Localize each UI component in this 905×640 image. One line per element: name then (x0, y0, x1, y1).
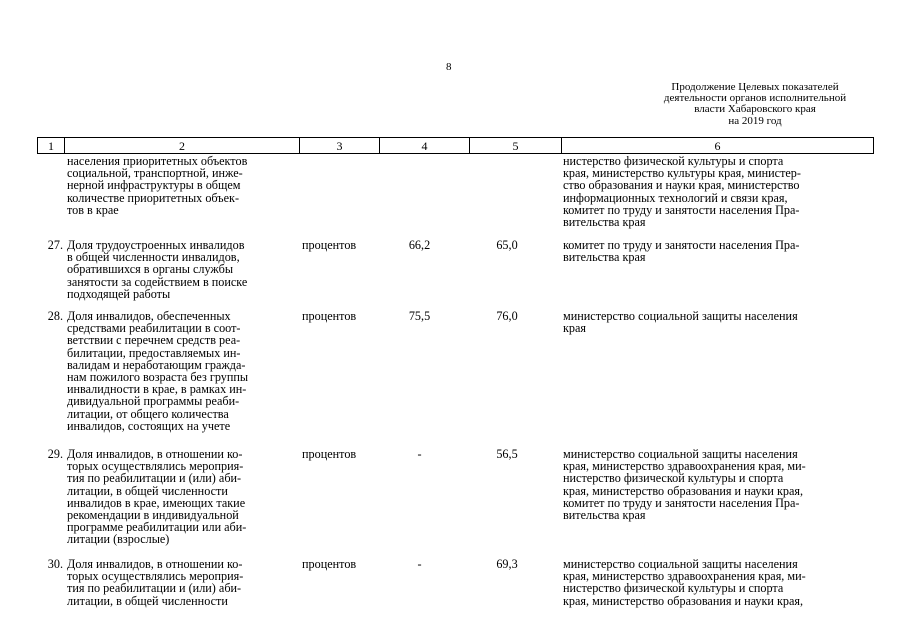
responsible-line: края (563, 321, 587, 336)
indicator-name-line: билитации, предоставляемых ин- (67, 345, 241, 360)
indicator-name-line: литации, в общей численности (67, 483, 228, 498)
indicator-name-line: нерной инфраструктуры в общем (67, 178, 241, 193)
indicator-name-line: ветствии с перечнем средств реа- (67, 333, 241, 348)
column-header-3: 3 (300, 138, 380, 154)
indicator-name-line: литации, в общей численности (67, 593, 228, 608)
responsible-line: нистерство физической культуры и спорта (563, 154, 784, 168)
value-previous: 66,2 (408, 238, 431, 252)
header-line: деятельности органов исполнительной (663, 92, 847, 105)
column-header-4: 4 (380, 138, 470, 154)
responsible-line: края, министерство образования и науки края, (563, 483, 804, 498)
responsible-line: края, министерство культуры края, министер- (563, 166, 801, 181)
indicator-name-line: рекомендации в индивидуальной (67, 508, 239, 523)
indicator-name-line: населения приоритетных объектов (67, 154, 248, 168)
row-number: 28. (47, 309, 63, 323)
responsible-line: вительства края (563, 215, 646, 230)
indicator-name-line: тия по реабилитации и (или) аби- (67, 581, 242, 596)
indicator-name (67, 239, 295, 300)
responsible-line: министерство социальной защиты населения (563, 447, 798, 461)
column-header-6: 6 (562, 138, 874, 154)
indicator-name-line: тов в крае (67, 202, 119, 217)
responsible-bodies (563, 310, 873, 334)
value-previous: - (417, 557, 422, 571)
value-target: 56,5 (496, 447, 518, 461)
responsible-line: края, министерство здравоохранения края, ми- (563, 459, 806, 474)
unit-of-measure: процентов (302, 238, 357, 252)
unit-of-measure: процентов (302, 309, 357, 323)
responsible-line: ство образования и науки края, министерство (563, 178, 800, 193)
responsible-bodies (563, 558, 873, 607)
header-line: Продолжение Целевых показателей (671, 81, 839, 93)
column-number-header (37, 137, 874, 154)
responsible-line: информационных технологий и связи края, (563, 190, 788, 205)
row-number: 27. (47, 238, 63, 252)
indicator-name-line: торых осуществлялись мероприя- (67, 569, 244, 584)
page-number: 8 (446, 61, 452, 73)
header-line: на 2019 год (728, 114, 782, 127)
header-line: власти Хабаровского края (694, 103, 816, 116)
responsible-line: министерство социальной защиты населения (563, 309, 798, 323)
indicator-name-line: литации (взрослые) (67, 532, 170, 547)
responsible-line: вительства края (563, 508, 646, 523)
indicator-name-line: литации, от общего количества (67, 406, 229, 421)
indicator-name-line: Доля инвалидов, в отношении ко- (67, 557, 243, 571)
indicator-name-line: Доля инвалидов, в отношении ко- (67, 447, 243, 461)
responsible-bodies (563, 239, 873, 263)
indicator-name-line: подходящей работы (67, 286, 171, 301)
indicator-name (67, 310, 295, 432)
responsible-line: комитет по труду и занятости населения Пра- (563, 202, 800, 217)
indicator-name-line: социальной, транспортной, инже- (67, 166, 243, 181)
indicator-name-line: количестве приоритетных объек- (67, 190, 239, 205)
value-target: 69,3 (496, 557, 518, 571)
responsible-line: комитет по труду и занятости населения Пра- (563, 495, 800, 510)
indicator-name-line: Доля инвалидов, обеспеченных (67, 309, 231, 323)
responsible-line: вительства края (563, 250, 646, 265)
indicator-name (67, 448, 295, 546)
indicator-name-line: торых осуществлялись мероприя- (67, 459, 244, 474)
indicator-name-line: инвалидов в крае, имеющих такие (67, 495, 246, 510)
indicator-name-line: дивидуальной программы реаби- (67, 394, 240, 409)
responsible-line: нистерство физической культуры и спорта (563, 581, 784, 596)
column-header-5: 5 (470, 138, 562, 154)
indicator-name-line: Доля трудоустроенных инвалидов (67, 238, 245, 252)
indicator-name-line: средствами реабилитации в соот- (67, 321, 241, 336)
indicator-name-line: тия по реабилитации и (или) аби- (67, 471, 242, 486)
responsible-bodies (563, 448, 873, 521)
value-target: 65,0 (496, 238, 518, 252)
responsible-line: нистерство физической культуры и спорта (563, 471, 784, 486)
unit-of-measure: процентов (302, 447, 357, 461)
responsible-line: края, министерство образования и науки края, (563, 593, 804, 608)
indicator-name-line: валидам и неработающим гражда- (67, 357, 246, 372)
responsible-bodies (563, 155, 873, 228)
document-header (600, 82, 905, 127)
value-target: 76,0 (496, 309, 518, 323)
indicator-name-line: обратившихся в органы службы (67, 262, 234, 277)
indicator-name-line: программе реабилитации или аби- (67, 520, 247, 535)
responsible-line: министерство социальной защиты населения (563, 557, 798, 571)
column-header-2: 2 (65, 138, 300, 154)
row-number: 29. (47, 447, 63, 461)
indicator-name (67, 155, 295, 216)
value-previous: - (417, 447, 422, 461)
indicator-name (67, 558, 295, 607)
indicator-name-line: нам пожилого возраста без группы (67, 370, 249, 385)
column-header-1: 1 (38, 138, 65, 154)
value-previous: 75,5 (408, 309, 431, 323)
responsible-line: края, министерство здравоохранения края, ми- (563, 569, 806, 584)
indicator-name-line: в общей численности инвалидов, (67, 250, 240, 265)
indicator-name-line: инвалидности в крае, в рамках ин- (67, 382, 247, 397)
indicator-name-line: инвалидов, состоящих на учете (67, 418, 231, 433)
unit-of-measure: процентов (302, 557, 357, 571)
row-number: 30. (47, 557, 63, 571)
indicator-name-line: занятости за содействием в поиске (67, 274, 248, 289)
responsible-line: комитет по труду и занятости населения Пра- (563, 238, 800, 252)
